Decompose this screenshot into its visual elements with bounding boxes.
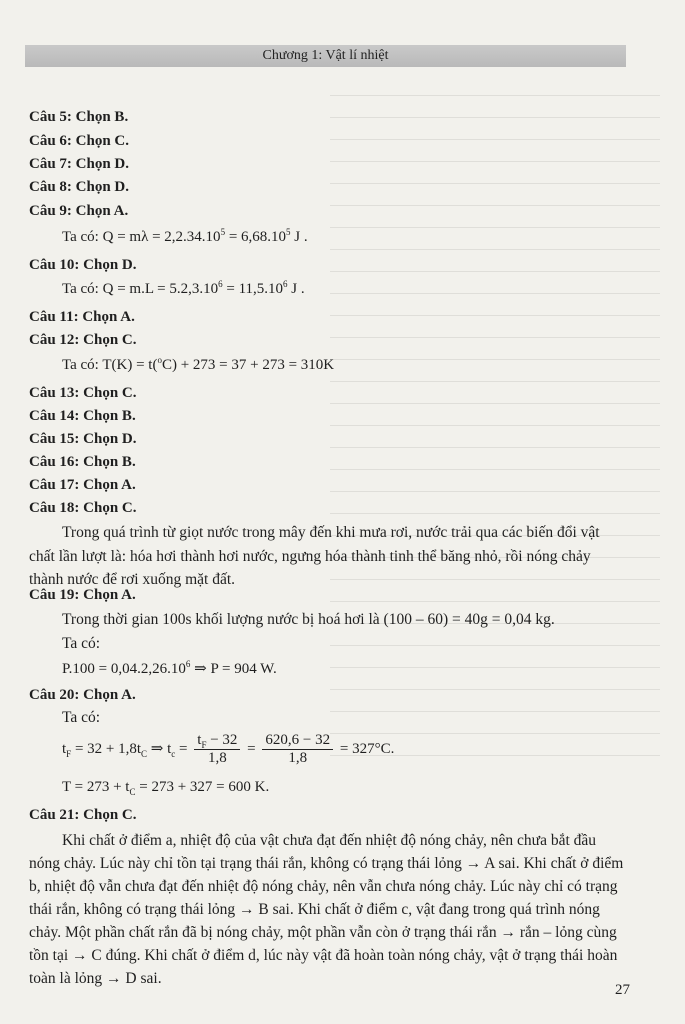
paragraph-q21-line-7: toàn là lỏng → D sai. [29, 970, 162, 987]
paragraph-q21-line-4: thái rắn, không có trạng thái lỏng → B sai. Khi chất ở điểm c, vật đang trong quá trình nóng [29, 901, 600, 918]
answer-5: Câu 5: Chọn B. [29, 109, 129, 125]
answer-6: Câu 6: Chọn C. [29, 133, 130, 149]
paragraph-q19-line-1: Trong thời gian 100s khối lượng nước bị hoá hơi là (100 – 60) = 40g = 0,04 kg. [62, 611, 555, 628]
chapter-header [25, 45, 626, 67]
answer-10: Câu 10: Chọn D. [29, 257, 137, 273]
paragraph-q21-line-5: chảy. Một phần chất rắn đã bị nóng chảy, một phần vẫn còn ở trạng thái rắn → rắn – lỏng cùng [29, 924, 617, 941]
answer-13: Câu 13: Chọn C. [29, 385, 137, 401]
answer-8: Câu 8: Chọn D. [29, 179, 130, 195]
equation-q10: Ta có: $Q = m.L = 5.2,3.10^6 = 11,5.10^6$ J . [62, 279, 305, 297]
equation-q19: $P.100 = 0,04.2,26.10^6$ ⇒ P = 904 W. [62, 659, 277, 677]
answer-21: Câu 21: Chọn C. [29, 807, 137, 823]
answer-15: Câu 15: Chọn D. [29, 431, 137, 447]
answer-17: Câu 17: Chọn A. [29, 477, 136, 493]
paragraph-q19-taco: Ta có: [62, 635, 101, 652]
paragraph-q20-taco: Ta có: [62, 709, 101, 726]
fraction-2: $\frac{620,6 - 32}{1,8}$ [262, 732, 333, 767]
chapter-title: Chương 1: Vật lí nhiệt [262, 48, 389, 63]
answer-14: Câu 14: Chọn B. [29, 408, 136, 424]
answer-16: Câu 16: Chọn B. [29, 454, 136, 470]
paragraph-q21-line-3: b, nhiệt độ vẫn chưa đạt đến nhiệt độ nóng chảy, nên vẫn chưa nóng chảy. Lúc này chỉ có trạng [29, 878, 618, 895]
fraction-1: $\frac{t_F - 32}{1,8}$ [194, 732, 240, 767]
paragraph-q21-line-1: Khi chất ở điểm a, nhiệt độ của vật chưa đạt đến nhiệt độ nóng chảy, nên chưa bắt đầu [62, 832, 597, 849]
page-number: 27 [615, 982, 630, 998]
paragraph-q21-line-2: nóng chảy. Lúc này chỉ tồn tại trạng thái rắn, không có trạng thái lỏng → A sai. Khi chất ở điểm [29, 855, 624, 872]
paragraph-q18-line-2: chất lần lượt là: hóa hơi thành hơi nước, ngưng hóa thành tinh thể băng nhỏ, rồi nóng chảy [29, 548, 591, 565]
equation-q20-t: $T = 273 + t_C = 273 + 327 = 600$ K. [62, 779, 270, 797]
paragraph-q21-line-6: tồn tại → C đúng. Khi chất ở điểm d, lúc này vật đã hoàn toàn nóng chảy, vật ở trạng thái hoàn [29, 947, 618, 964]
bleed-through-texture [330, 95, 660, 775]
answer-9: Câu 9: Chọn A. [29, 203, 129, 219]
paragraph-q18-line-1: Trong quá trình từ giọt nước trong mây đến khi mưa rơi, nước trải qua các biến đổi vật [62, 524, 600, 541]
equation-q12: Ta có: T(K) = t($^o$C) + 273 = 37 + 273 = 310K [62, 355, 335, 373]
answer-11: Câu 11: Chọn A. [29, 309, 135, 325]
paragraph-q18-line-3: thành nước để rơi xuống mặt đất. [29, 571, 236, 588]
answer-19: Câu 19: Chọn A. [29, 587, 136, 603]
equation-q20-tf: $t_F = 32 + 1,8t_C$ ⇒ $t_c$ = $\frac{t_F - 32}{1,8}$ = $\frac{620,6 - 32}{1,8}$ = 327°C. [62, 732, 395, 766]
equation-q9: Ta có: $Q = m\lambda = 2,2.34.10^5 = 6,68.10^5$ J . [62, 227, 308, 245]
answer-7: Câu 7: Chọn D. [29, 156, 130, 172]
answer-20: Câu 20: Chọn A. [29, 687, 136, 703]
answer-12: Câu 12: Chọn C. [29, 332, 137, 348]
answer-18: Câu 18: Chọn C. [29, 500, 137, 516]
